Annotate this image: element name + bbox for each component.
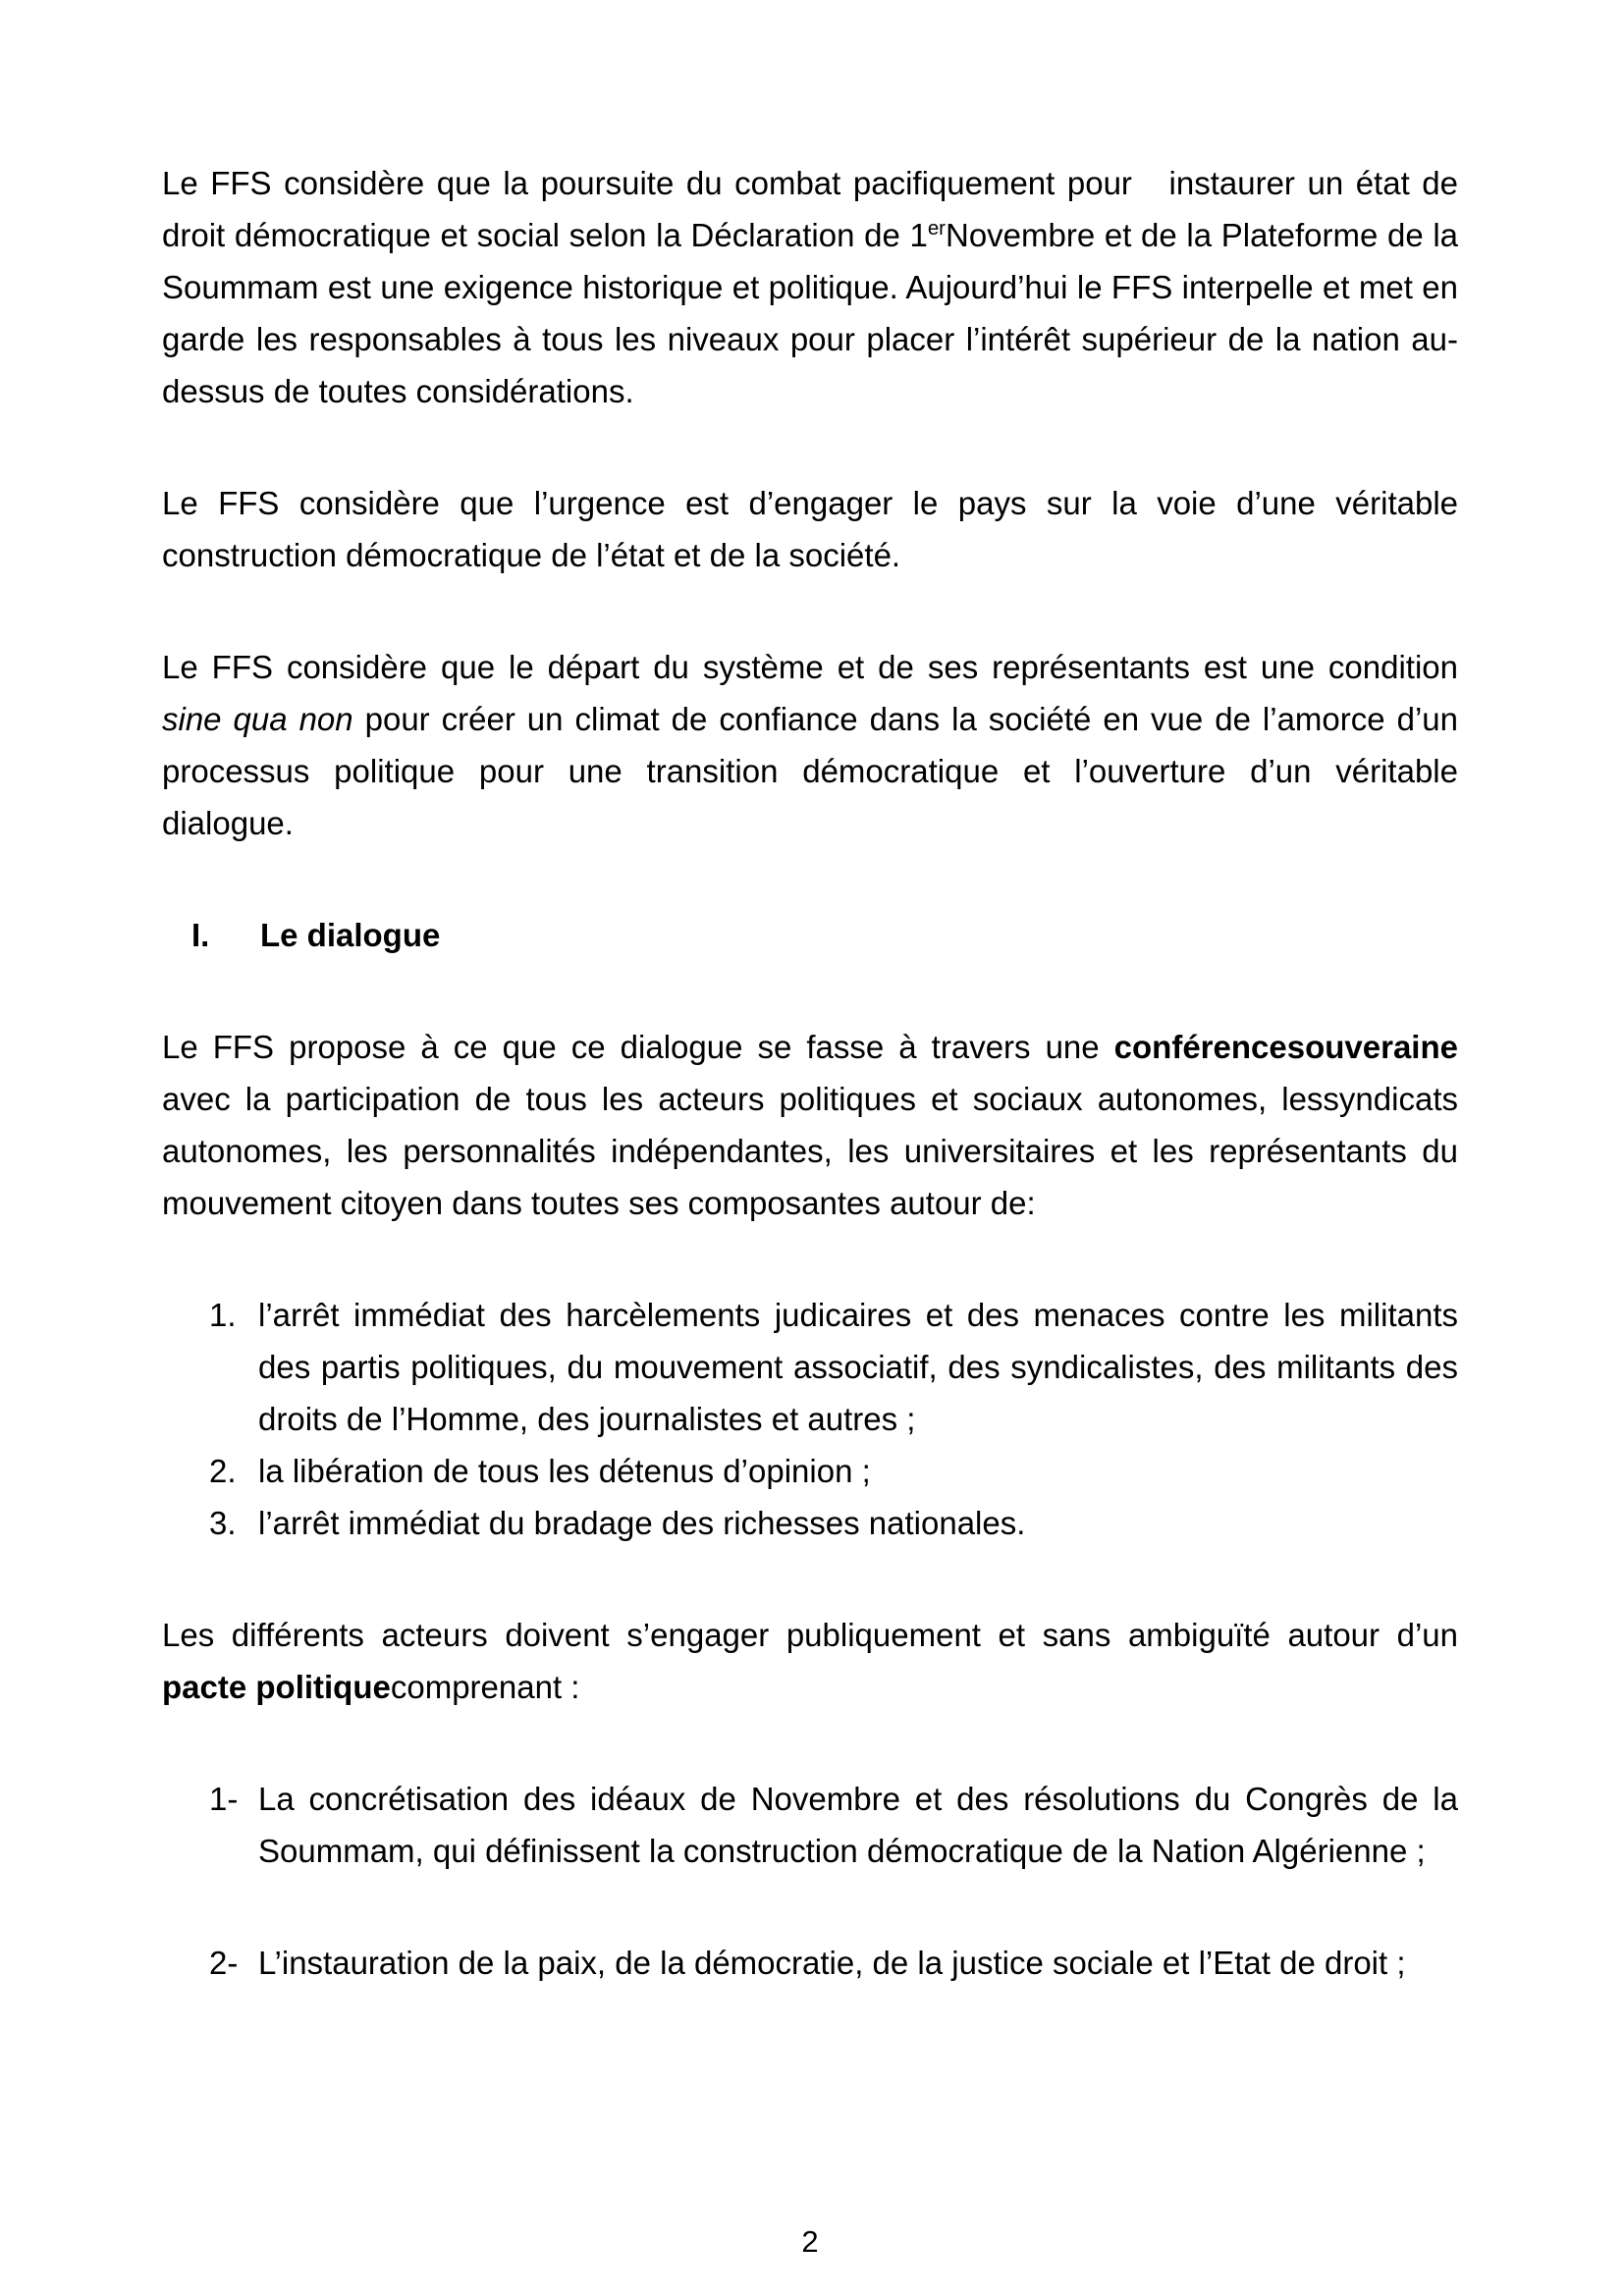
list-item bbox=[162, 1497, 1458, 1549]
list-item-marker: 2. bbox=[209, 1453, 237, 1489]
list-item bbox=[162, 1937, 1458, 1989]
list-pacte bbox=[162, 1773, 1458, 1989]
list-item-marker: 3. bbox=[209, 1505, 237, 1541]
list-item-marker: 1- bbox=[209, 1781, 239, 1817]
list-item-text: La concrétisation des idéaux de Novembre et des résolutions du Congrès de la Soummam, qui définissent la construction démocratique de la Nation Algérienne ; bbox=[258, 1781, 1458, 1869]
list-item-text: L’instauration de la paix, de la démocratie, de la justice sociale et l’Etat de droit ; bbox=[258, 1945, 1406, 1981]
paragraph-pacte-politique: Les différents acteurs doivent s’engager publiquement et sans ambiguïté autour d’un pacte politiquecomprenant : bbox=[162, 1617, 1458, 1705]
paragraph-combat-pacifique: Le FFS considère que la poursuite du combat pacifiquement pour instaurer un état de droit démocratique et social selon la Déclaration de 1erNovembre et de la Plateforme de la Soummam est une exigence historique et politique. Aujourd’hui le FFS interpelle et met en garde les responsables à tous les niveaux pour placer l’intérêt supérieur de la nation au-dessus de toutes considérations. bbox=[162, 165, 1459, 409]
page-number: 2 bbox=[801, 2224, 819, 2259]
list-demandes bbox=[162, 1289, 1458, 1549]
paragraph-conference-souveraine: Le FFS propose à ce que ce dialogue se fasse à travers une conférencesouveraine avec la participation de tous les acteurs politiques et sociaux autonomes, lessyndicats autonomes, les personnalités indépendantes, les universitaires et les représentants du mouvement citoyen dans toutes ses composantes autour de: bbox=[162, 1029, 1458, 1221]
list-item-text: la libération de tous les détenus d’opinion ; bbox=[258, 1453, 871, 1489]
list-item bbox=[162, 1445, 1458, 1497]
list-item-marker: 1. bbox=[209, 1297, 237, 1333]
list-item bbox=[162, 1289, 1458, 1445]
page-content bbox=[162, 157, 1458, 2049]
list-item-text: l’arrêt immédiat du bradage des richesses nationales. bbox=[258, 1505, 1026, 1541]
heading-label: Le dialogue bbox=[260, 917, 441, 953]
paragraph-depart-systeme: Le FFS considère que le départ du système et de ses représentants est une condition sine qua non pour créer un climat de confiance dans la société en vue de l’amorce d’un processus politique pour une transition démocratique et l’ouverture d’un véritable dialogue. bbox=[162, 649, 1458, 841]
list-item-text: l’arrêt immédiat des harcèlements judicaires et des menaces contre les militants des partis politiques, du mouvement associatif, des syndicalistes, des militants des droits de l’Homme, des journalistes et autres ; bbox=[258, 1297, 1458, 1437]
list-item-marker: 2- bbox=[209, 1945, 239, 1981]
section-heading-le-dialogue bbox=[162, 909, 1458, 961]
heading-numeral: I. bbox=[191, 917, 210, 953]
list-item bbox=[162, 1773, 1458, 1877]
paragraph-urgence: Le FFS considère que l’urgence est d’engager le pays sur la voie d’une véritable construction démocratique de l’état et de la société. bbox=[162, 485, 1458, 573]
